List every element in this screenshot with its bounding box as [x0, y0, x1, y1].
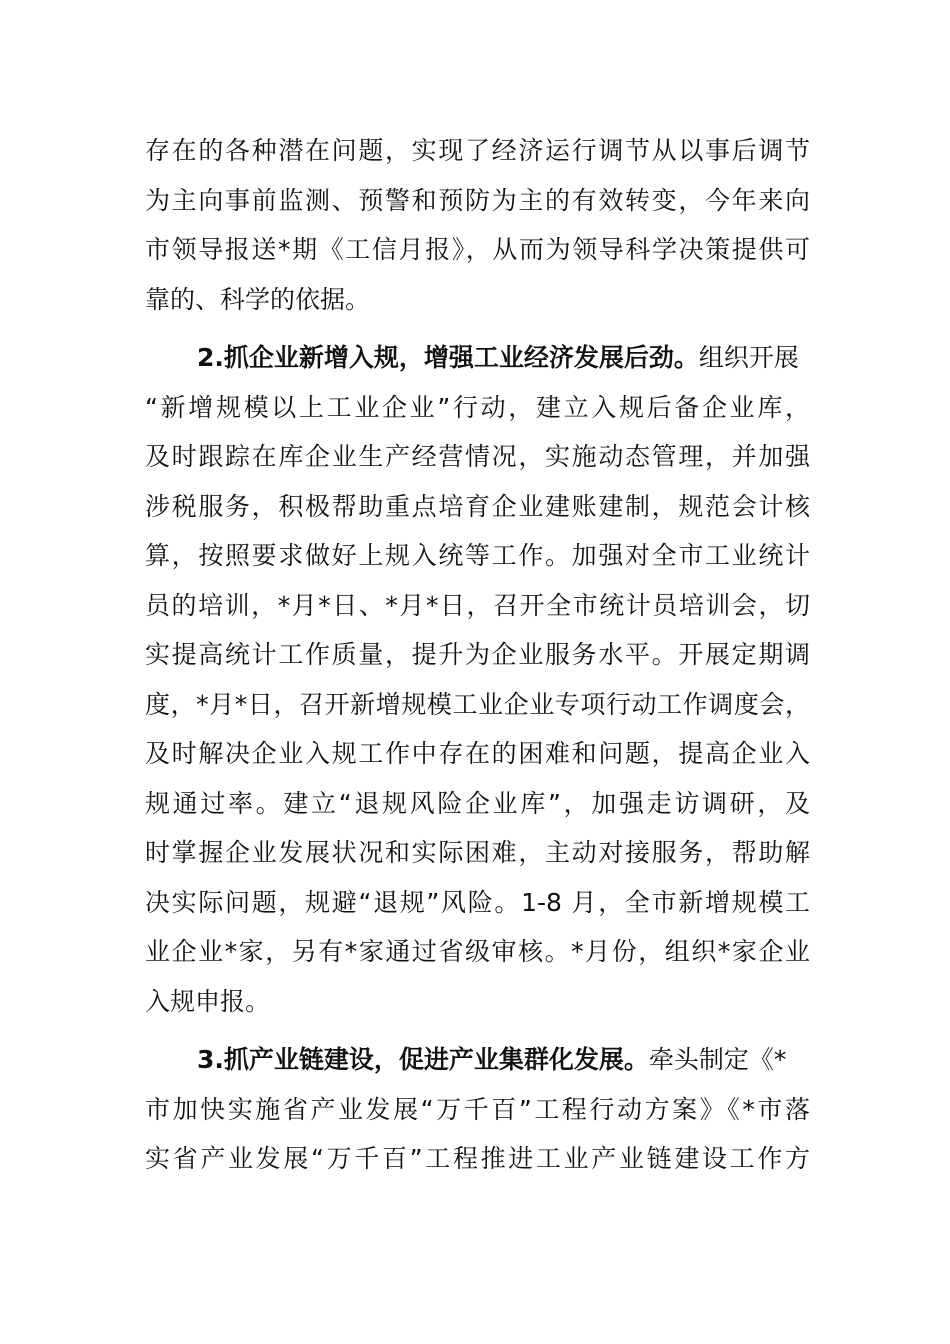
text-line: 存在的各种潜在问题，实现了经济运行调节从以事后调节 [145, 136, 810, 165]
text-line: 靠的、科学的依据。 [145, 284, 371, 314]
paragraph-lead-text: 组织开展 [698, 343, 799, 372]
text-line: 度，*月*日，召开新增规模工业企业专项行动工作调度会， [145, 689, 810, 719]
text-line: 入规申报。 [145, 986, 271, 1016]
text-line: 实省产业发展“万千百”工程推进工业产业链建设工作方 [145, 1144, 810, 1173]
paragraph-gap [145, 1026, 810, 1035]
text-line: 涉税服务，积极帮助重点培育企业建账建制，规范会计核 [145, 491, 810, 521]
text-line: 市加快实施省产业发展“万千百”工程行动方案》《*市落 [145, 1094, 810, 1124]
text-line: “新增规模以上工业企业”行动，建立入规后备企业库， [145, 392, 810, 422]
paragraph-1 [145, 126, 810, 324]
text-line: 实提高统计工作质量，提升为企业服务水平。开展定期调 [145, 640, 810, 669]
text-line: 市领导报送*期《工信月报》，从而为领导科学决策提供可 [145, 235, 810, 264]
paragraph-heading: 2.抓企业新增入规，增强工业经济发展后劲。 [197, 343, 699, 372]
text-line: 规通过率。建立“退规风险企业库”，加强走访调研，及 [145, 788, 810, 818]
text-line: 员的培训，*月*日、*月*日，召开全市统计员培训会，切 [145, 590, 810, 620]
text-line: 及时解决企业入规工作中存在的困难和问题，提高企业入 [145, 739, 810, 768]
paragraph-3 [145, 1035, 810, 1184]
text-line: 算，按照要求做好上规入统等工作。加强对全市工业统计 [145, 541, 810, 570]
document-body [145, 126, 810, 1184]
text-line: 为主向事前监测、预警和预防为主的有效转变，今年来向 [145, 185, 810, 215]
paragraph-2 [145, 333, 810, 1026]
text-line: 决实际问题，规避“退规”风险。1-8 月，全市新增规模工 [145, 887, 810, 917]
text-line: 及时跟踪在库企业生产经营情况，实施动态管理，并加强 [145, 442, 810, 471]
paragraph-gap [145, 324, 810, 333]
text-line-first [145, 1035, 810, 1085]
text-line: 时掌握企业发展状况和实际困难，主动对接服务，帮助解 [145, 838, 810, 867]
text-line-first [145, 333, 810, 383]
paragraph-heading: 3.抓产业链建设，促进产业集群化发展。 [197, 1045, 649, 1074]
text-line: 业企业*家，另有*家通过省级审核。*月份，组织*家企业 [145, 937, 810, 966]
paragraph-lead-text: 牵头制定《* [648, 1045, 787, 1074]
